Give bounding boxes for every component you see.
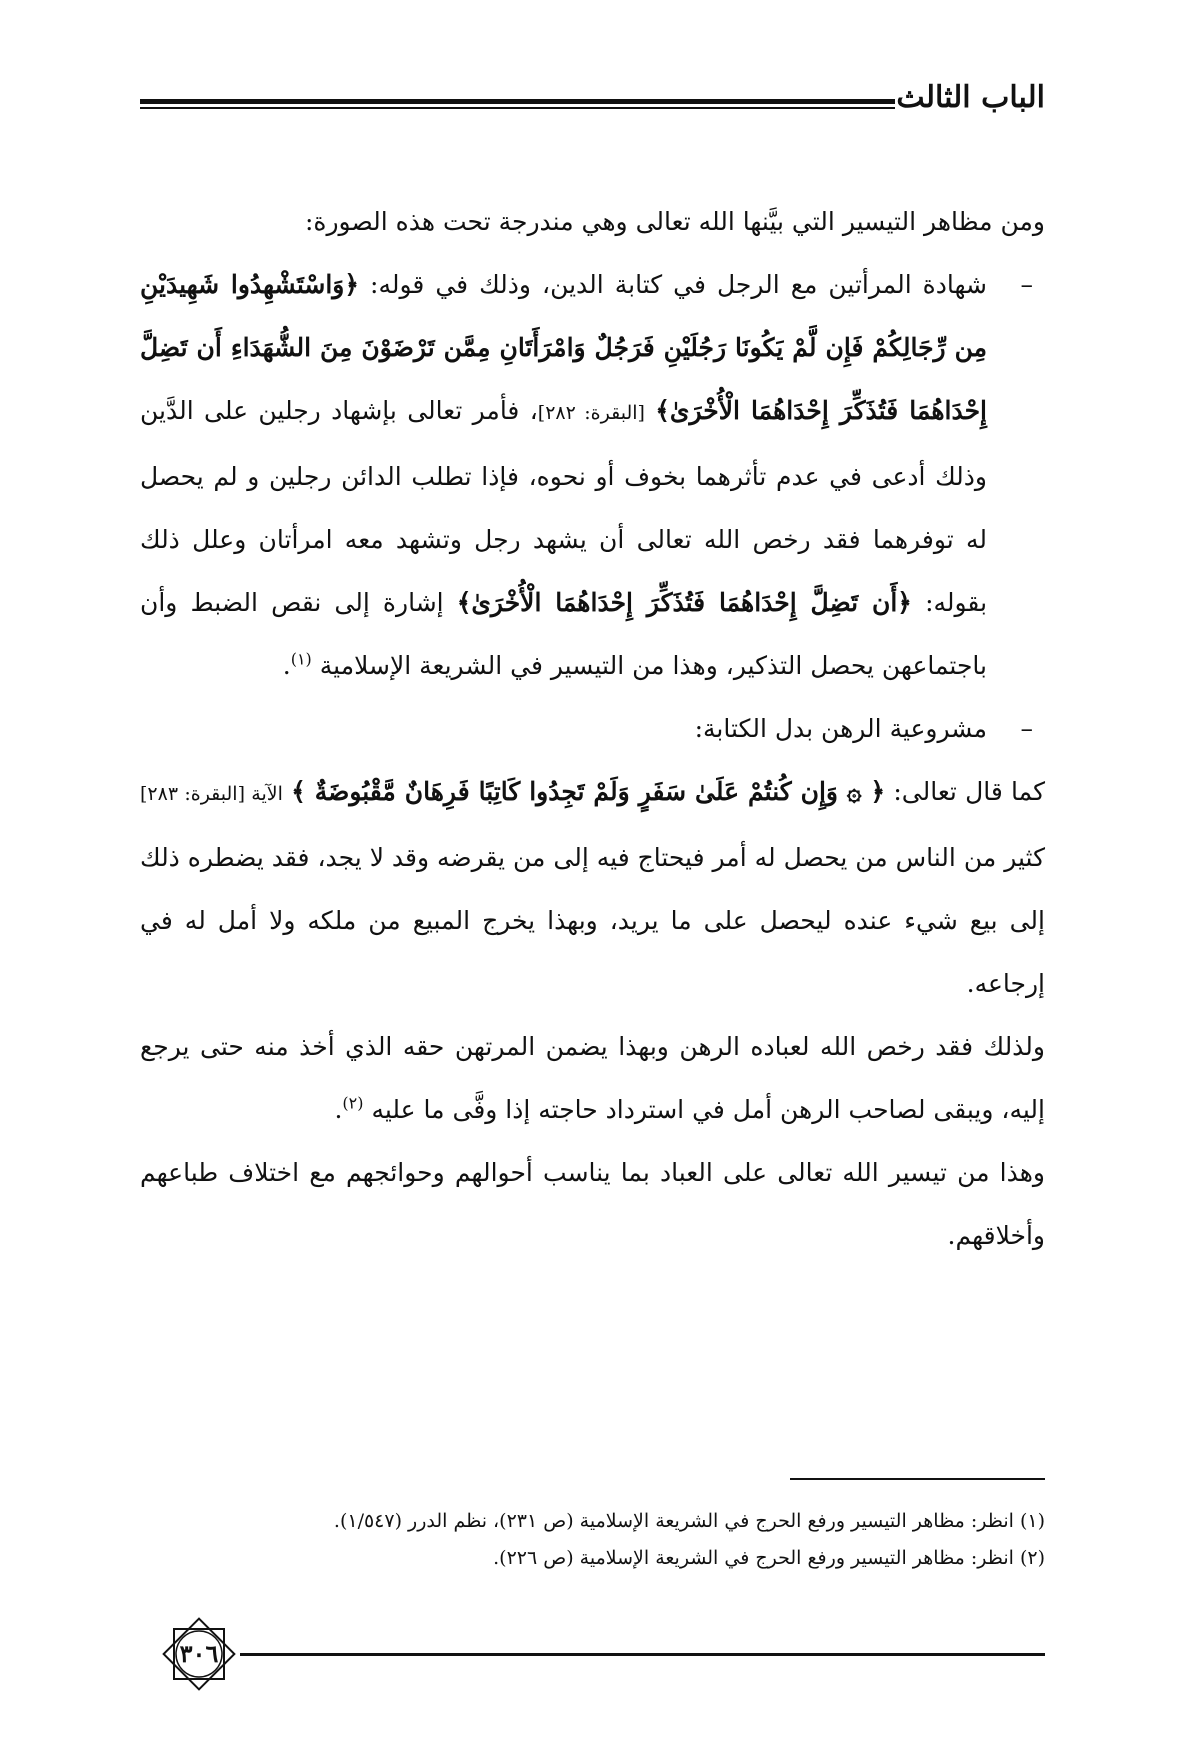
rahn-body-text: كثير من الناس من يحصل له أمر فيحتاج فيه إلى من يقرضه وقد لا يجد، فقد يضطره ذلك إلى بيع شيء عنده ليحصل على ما يريد، وبهذا يخرج المبيع من ملكه ولا أمل له في إرجاعه. [140, 843, 1045, 998]
footnote-separator [790, 1478, 1045, 1480]
page-number-ornament [160, 1615, 238, 1693]
header-rule [140, 99, 895, 111]
bullet-women-witnesses: – شهادة المرأتين مع الرجل في كتابة الدين، وذلك في قوله: ﴿وَاسْتَشْهِدُوا شَهِيدَيْنِ مِن رِّجَالِكُمْ فَإِن لَّمْ يَكُونَا رَجُلَيْنِ فَرَجُلٌ وَامْرَأَتَانِ مِمَّن تَرْضَوْنَ مِنَ الشُّهَدَاءِ أَن تَضِلَّ إِحْدَاهُمَا فَتُذَكِّرَ إِحْدَاهُمَا الْأُخْرَىٰ﴾ [البقرة: ٢٨٢]، فأمر تعالى بإشهاد رجلين على الدَّين وذلك أدعى في عدم تأثرهما بخوف أو نحوه، فإذا تطلب الدائن رجلين و لم يحصل له توفرهما فقد رخص الله تعالى أن يشهد رجل وتشهد معه امرأتان وعلل ذلك بقوله: ﴿أَن تَضِلَّ إِحْدَاهُمَا فَتُذَكِّرَ إِحْدَاهُمَا الْأُخْرَىٰ﴾ إشارة إلى نقص الضبط وأن باجتماعهن يحصل التذكير، وهذا من التيسير في الشريعة الإسلامية $^{(١)}$. [140, 253, 1045, 697]
footer-rule [240, 1653, 1045, 1656]
page-number: ٣٠٦ [179, 1639, 219, 1668]
footnote-1: (١) انظر: مظاهر التيسير ورفع الحرج في الشريعة الإسلامية (ص ٢٣١)، نظم الدرر (١/٥٤٧). [333, 1510, 1045, 1532]
footnote-2: (٢) انظر: مظاهر التيسير ورفع الحرج في الشريعة الإسلامية (ص ٢٢٦). [493, 1547, 1045, 1569]
bullet-dash: – [1020, 714, 1033, 743]
bullet-rahn-text: مشروعية الرهن بدل الكتابة: [694, 714, 987, 743]
intro-paragraph: ومن مظاهر التيسير التي بيَّنها الله تعالى وهي مندرجة تحت هذه الصورة: [304, 207, 1045, 236]
bullet-body-text-2: إشارة إلى نقص الضبط وأن باجتماعهن يحصل التذكير، وهذا من التيسير في الشريعة الإسلامية [140, 588, 987, 680]
quran-verse: ﴿وَاسْتَشْهِدُوا شَهِيدَيْنِ مِن رِّجَالِكُمْ فَإِن لَّمْ يَكُونَا رَجُلَيْنِ فَرَجُلٌ وَامْرَأَتَانِ مِمَّن تَرْضَوْنَ مِنَ الشُّهَدَاءِ أَن تَضِلَّ إِحْدَاهُمَا فَتُذَكِّرَ إِحْدَاهُمَا الْأُخْرَىٰ﴾ [140, 270, 987, 425]
quran-verse-2: ﴿أَن تَضِلَّ إِحْدَاهُمَا فَتُذَكِّرَ إِحْدَاهُمَا الْأُخْرَىٰ﴾ [456, 588, 912, 617]
rahn-paragraph [140, 760, 1045, 1015]
verse-reference: [البقرة: ٢٨٢] [537, 402, 645, 424]
bullet-rahn [140, 697, 1045, 760]
bullet-body-text: ، فأمر تعالى بإشهاد رجلين على الدَّين وذلك أدعى في عدم تأثرهما بخوف أو نحوه، فإذا تطلب الدائن رجلين و لم يحصل له توفرهما فقد رخص الله تعالى أن يشهد رجل وتشهد معه امرأتان وعلل ذلك بقوله: [140, 396, 988, 617]
bullet-lead-text: شهادة المرأتين مع الرجل في كتابة الدين، وذلك في قوله: [370, 270, 987, 299]
footnote-marker-1: (١) [290, 649, 312, 669]
page-body [140, 190, 1045, 1267]
verse-reference-rahn: الآية [البقرة: ٢٨٣] [140, 783, 283, 805]
quran-verse-rahn: ﴿ ۞ وَإِن كُنتُمْ عَلَىٰ سَفَرٍ وَلَمْ تَجِدُوا كَاتِبًا فَرِهَانٌ مَّقْبُوضَةٌ ﴾ [291, 777, 886, 806]
chapter-title: الباب الثالث [896, 80, 1045, 115]
footnote-marker-2: (٢) [342, 1093, 364, 1113]
rahn-lead-text: كما قال تعالى: [893, 777, 1045, 806]
rukhsa-text: ولذلك فقد رخص الله لعباده الرهن وبهذا يضمن المرتهن حقه الذي أخذ منه حتى يرجع إليه، ويبقى لصاحب الرهن أمل في استرداد حاجته إذا وفَّى ما عليه [140, 1032, 1045, 1124]
page-header [140, 78, 1045, 128]
bullet-dash: – [1020, 270, 1033, 299]
final-paragraph: وهذا من تيسير الله تعالى على العباد بما يناسب أحوالهم وحوائجهم مع اختلاف طباعهم وأخلاقهم. [140, 1158, 1045, 1250]
footnotes [140, 1503, 1045, 1577]
rukhsa-paragraph: ولذلك فقد رخص الله لعباده الرهن وبهذا يضمن المرتهن حقه الذي أخذ منه حتى يرجع إليه، ويبقى لصاحب الرهن أمل في استرداد حاجته إذا وفَّى ما عليه $^{(٢)}$. [140, 1032, 1045, 1124]
